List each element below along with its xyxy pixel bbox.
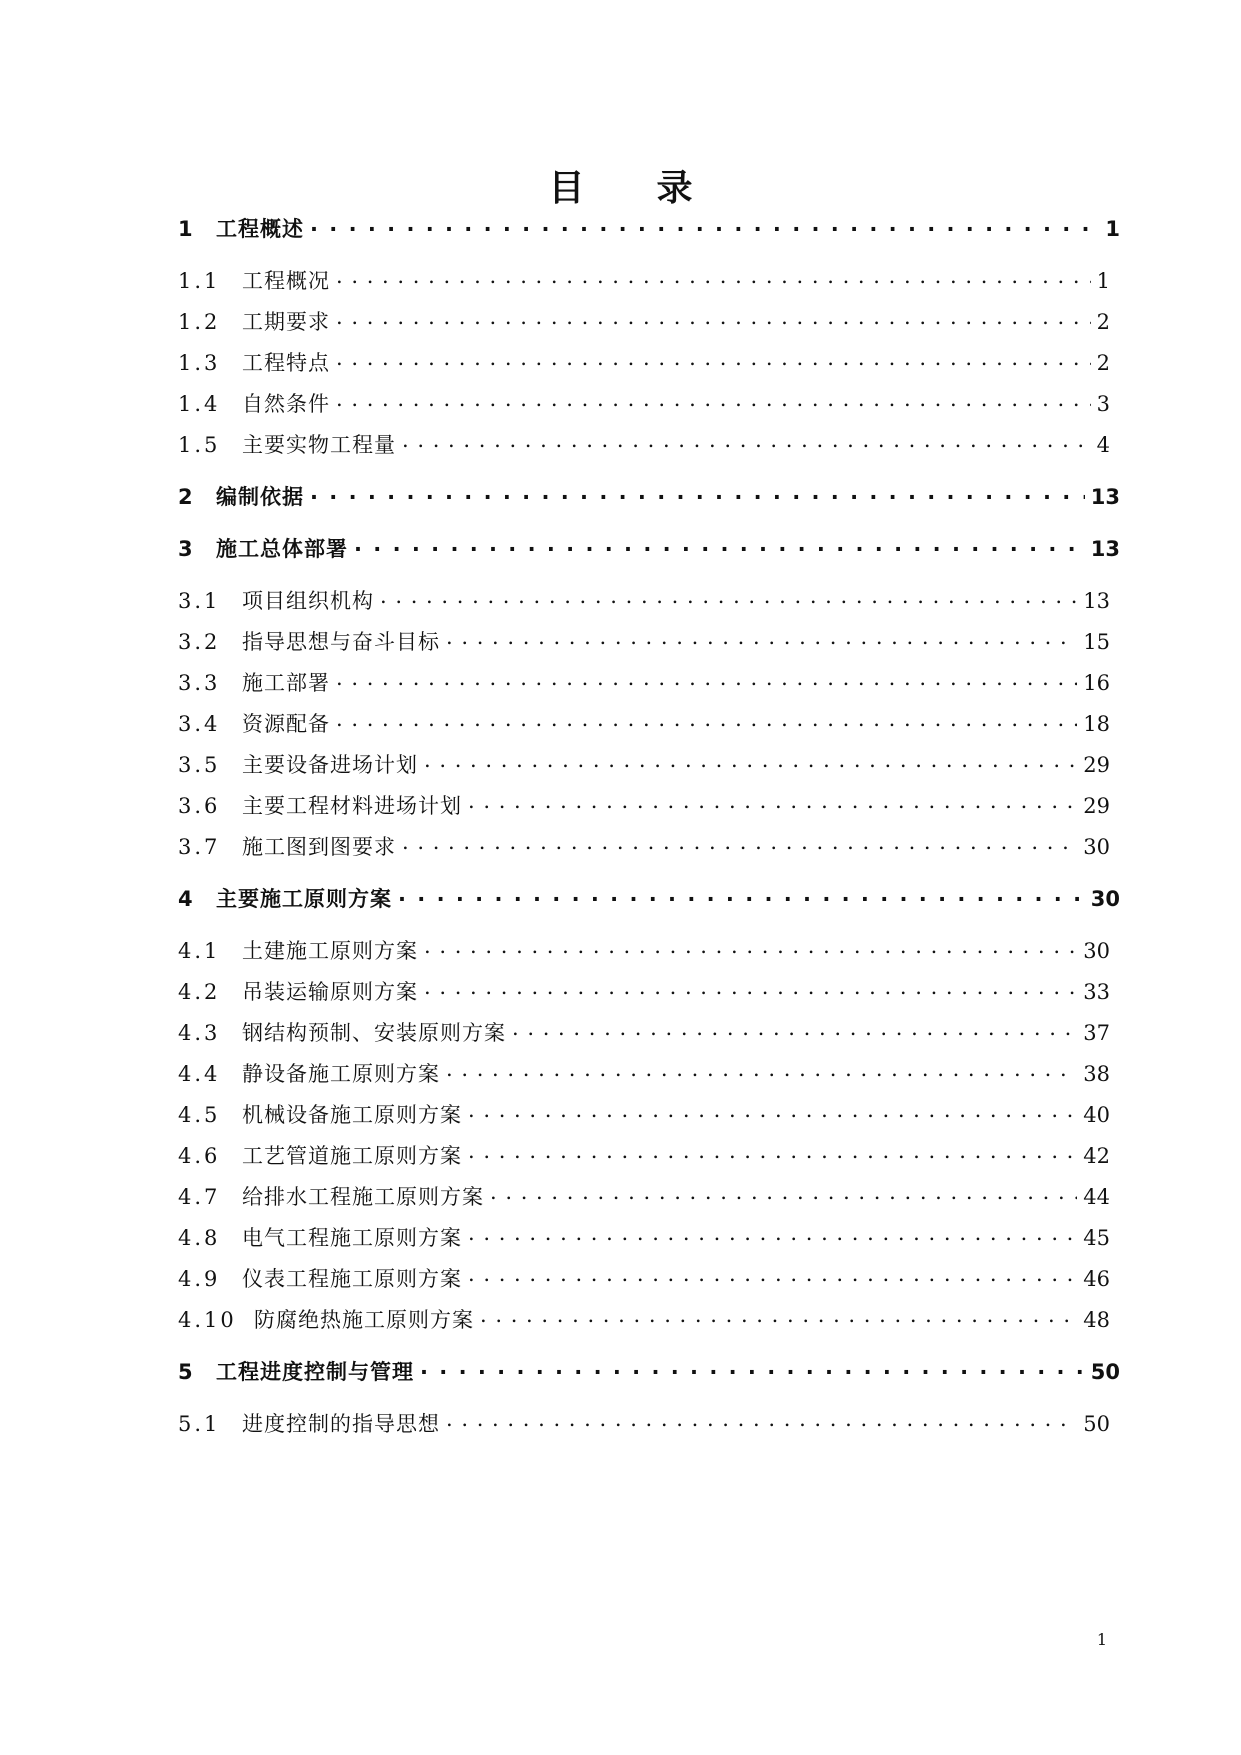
toc-section-entry[interactable] [178, 1407, 1110, 1438]
toc-dot-leader [480, 1303, 1077, 1327]
toc-entry-number: 4.9 [178, 1267, 221, 1292]
toc-entry-label: 编制依据 [216, 485, 304, 510]
toc-entry-number: 3.7 [178, 835, 221, 860]
toc-entry-page-number: 48 [1083, 1308, 1110, 1333]
toc-entry-number: 4.4 [178, 1062, 221, 1087]
toc-section-entry[interactable] [178, 387, 1110, 418]
toc-entry-page-number: 46 [1083, 1267, 1110, 1292]
toc-dot-leader [424, 975, 1077, 999]
toc-entry-number: 4.3 [178, 1021, 221, 1046]
toc-dot-leader [512, 1016, 1077, 1040]
toc-entry-page-number: 30 [1083, 939, 1110, 964]
toc-dot-leader [468, 789, 1077, 813]
toc-section-entry[interactable] [178, 264, 1110, 295]
toc-entry-page-number: 2 [1096, 310, 1110, 335]
toc-entry-page-number: 13 [1090, 485, 1120, 510]
toc-chapter-entry[interactable] [178, 882, 1120, 913]
toc-dot-leader [468, 1262, 1077, 1286]
toc-entry-number: 4.1 [178, 939, 221, 964]
toc-dot-leader [402, 428, 1091, 452]
toc-dot-leader [446, 625, 1077, 649]
toc-entry-label: 电气工程施工原则方案 [242, 1226, 462, 1251]
toc-dot-leader [336, 666, 1077, 690]
toc-chapter-entry[interactable] [178, 532, 1120, 563]
toc-entry-number: 4.5 [178, 1103, 221, 1128]
toc-entry-number: 3.6 [178, 794, 221, 819]
toc-entry-page-number: 16 [1083, 671, 1110, 696]
toc-entry-page-number: 38 [1083, 1062, 1110, 1087]
toc-section-entry[interactable] [178, 1016, 1110, 1047]
toc-entry-number: 1.3 [178, 351, 221, 376]
toc-entry-page-number: 29 [1083, 794, 1110, 819]
toc-dot-leader [446, 1057, 1077, 1081]
toc-section-entry[interactable] [178, 1303, 1110, 1334]
toc-entry-label: 土建施工原则方案 [242, 939, 418, 964]
toc-entry-number: 4.7 [178, 1185, 221, 1210]
toc-section-entry[interactable] [178, 1180, 1110, 1211]
toc-section-entry[interactable] [178, 428, 1110, 459]
toc-entry-label: 主要设备进场计划 [242, 753, 418, 778]
toc-chapter-entry[interactable] [178, 480, 1120, 511]
toc-entry-label: 仪表工程施工原则方案 [242, 1267, 462, 1292]
toc-entry-number: 3.2 [178, 630, 221, 655]
toc-entry-label: 主要工程材料进场计划 [242, 794, 462, 819]
toc-entry-label: 施工总体部署 [216, 537, 348, 562]
toc-dot-leader [310, 480, 1085, 504]
toc-entry-label: 主要施工原则方案 [216, 887, 392, 912]
toc-entry-page-number: 18 [1083, 712, 1110, 737]
title-char-1: 目 [548, 168, 585, 209]
toc-dot-leader [402, 830, 1077, 854]
title-char-2: 录 [656, 168, 693, 209]
toc-entry-label: 静设备施工原则方案 [242, 1062, 440, 1087]
toc-dot-leader [424, 934, 1077, 958]
toc-entry-page-number: 3 [1096, 392, 1110, 417]
toc-entry-label: 指导思想与奋斗目标 [242, 630, 440, 655]
toc-dot-leader [336, 346, 1091, 370]
toc-dot-leader [336, 264, 1091, 288]
toc-entry-number: 1.1 [178, 269, 221, 294]
toc-section-entry[interactable] [178, 666, 1110, 697]
toc-entry-page-number: 42 [1083, 1144, 1110, 1169]
toc-section-entry[interactable] [178, 584, 1110, 615]
toc-section-entry[interactable] [178, 789, 1110, 820]
toc-entry-label: 主要实物工程量 [242, 433, 396, 458]
toc-entry-page-number: 50 [1083, 1412, 1110, 1437]
toc-entry-label: 自然条件 [242, 392, 330, 417]
toc-entry-page-number: 45 [1083, 1226, 1110, 1251]
toc-section-entry[interactable] [178, 748, 1110, 779]
toc-entry-page-number: 1 [1096, 269, 1110, 294]
toc-chapter-entry[interactable] [178, 1355, 1120, 1386]
footer-page-number: 1 [1096, 1630, 1107, 1649]
toc-dot-leader [490, 1180, 1077, 1204]
toc-entry-number: 4.10 [178, 1308, 237, 1333]
toc-section-entry[interactable] [178, 830, 1110, 861]
toc-entry-number: 1 [178, 217, 193, 242]
toc-dot-leader [336, 305, 1091, 329]
toc-entry-label: 机械设备施工原则方案 [242, 1103, 462, 1128]
toc-entry-label: 资源配备 [242, 712, 330, 737]
toc-dot-leader [420, 1355, 1085, 1379]
toc-entry-number: 3 [178, 537, 193, 562]
toc-entry-label: 工程特点 [242, 351, 330, 376]
toc-entry-page-number: 30 [1090, 887, 1120, 912]
toc-entry-page-number: 1 [1105, 217, 1120, 242]
toc-dot-leader [398, 882, 1085, 906]
toc-section-entry[interactable] [178, 305, 1110, 336]
toc-section-entry[interactable] [178, 934, 1110, 965]
toc-entry-page-number: 50 [1090, 1360, 1120, 1385]
toc-entry-number: 3.3 [178, 671, 221, 696]
toc-entry-page-number: 2 [1096, 351, 1110, 376]
toc-section-entry[interactable] [178, 975, 1110, 1006]
toc-section-entry[interactable] [178, 1221, 1110, 1252]
toc-section-entry[interactable] [178, 1139, 1110, 1170]
toc-entry-label: 工期要求 [242, 310, 330, 335]
toc-entry-number: 1.2 [178, 310, 221, 335]
toc-section-entry[interactable] [178, 707, 1110, 738]
toc-entry-label: 钢结构预制、安装原则方案 [242, 1021, 506, 1046]
toc-entry-number: 2 [178, 485, 193, 510]
toc-entry-number: 1.4 [178, 392, 221, 417]
toc-entry-number: 4.8 [178, 1226, 221, 1251]
toc-entry-number: 3.1 [178, 589, 221, 614]
toc-dot-leader [468, 1139, 1077, 1163]
toc-entry-label: 施工图到图要求 [242, 835, 396, 860]
toc-entry-label: 工程概述 [216, 217, 304, 242]
toc-entry-page-number: 44 [1083, 1185, 1110, 1210]
toc-section-entry[interactable] [178, 1098, 1110, 1129]
toc-dot-leader [446, 1407, 1077, 1431]
toc-entry-page-number: 13 [1090, 537, 1120, 562]
toc-dot-leader [310, 212, 1099, 236]
toc-section-entry[interactable] [178, 346, 1110, 377]
toc-entry-number: 3.5 [178, 753, 221, 778]
toc-entry-label: 施工部署 [242, 671, 330, 696]
toc-section-entry[interactable] [178, 625, 1110, 656]
toc-entry-label: 工程概况 [242, 269, 330, 294]
toc-entry-number: 5 [178, 1360, 193, 1385]
toc-entry-page-number: 13 [1083, 589, 1110, 614]
toc-entry-label: 给排水工程施工原则方案 [242, 1185, 484, 1210]
toc-entry-page-number: 29 [1083, 753, 1110, 778]
toc-dot-leader [468, 1098, 1077, 1122]
toc-entry-page-number: 4 [1096, 433, 1110, 458]
toc-entry-number: 4.2 [178, 980, 221, 1005]
toc-entry-number: 4 [178, 887, 193, 912]
toc-dot-leader [354, 532, 1085, 556]
toc-dot-leader [424, 748, 1077, 772]
toc-entry-label: 防腐绝热施工原则方案 [254, 1308, 474, 1333]
toc-entry-label: 工程进度控制与管理 [216, 1360, 414, 1385]
toc-entry-page-number: 30 [1083, 835, 1110, 860]
toc-dot-leader [336, 707, 1077, 731]
toc-entry-label: 项目组织机构 [242, 589, 374, 614]
toc-entry-page-number: 40 [1083, 1103, 1110, 1128]
toc-entry-page-number: 15 [1083, 630, 1110, 655]
toc-entry-number: 1.5 [178, 433, 221, 458]
toc-dot-leader [336, 387, 1091, 411]
toc-entry-number: 4.6 [178, 1144, 221, 1169]
toc-dot-leader [380, 584, 1077, 608]
toc-entry-page-number: 33 [1083, 980, 1110, 1005]
toc-entry-label: 进度控制的指导思想 [242, 1412, 440, 1437]
toc-entry-label: 吊装运输原则方案 [242, 980, 418, 1005]
toc-dot-leader [468, 1221, 1077, 1245]
toc-entry-number: 3.4 [178, 712, 221, 737]
toc-chapter-entry[interactable] [178, 212, 1120, 243]
toc-entry-number: 5.1 [178, 1412, 221, 1437]
toc-section-entry[interactable] [178, 1262, 1110, 1293]
toc-entry-page-number: 37 [1083, 1021, 1110, 1046]
toc-section-entry[interactable] [178, 1057, 1110, 1088]
toc-entry-label: 工艺管道施工原则方案 [242, 1144, 462, 1169]
